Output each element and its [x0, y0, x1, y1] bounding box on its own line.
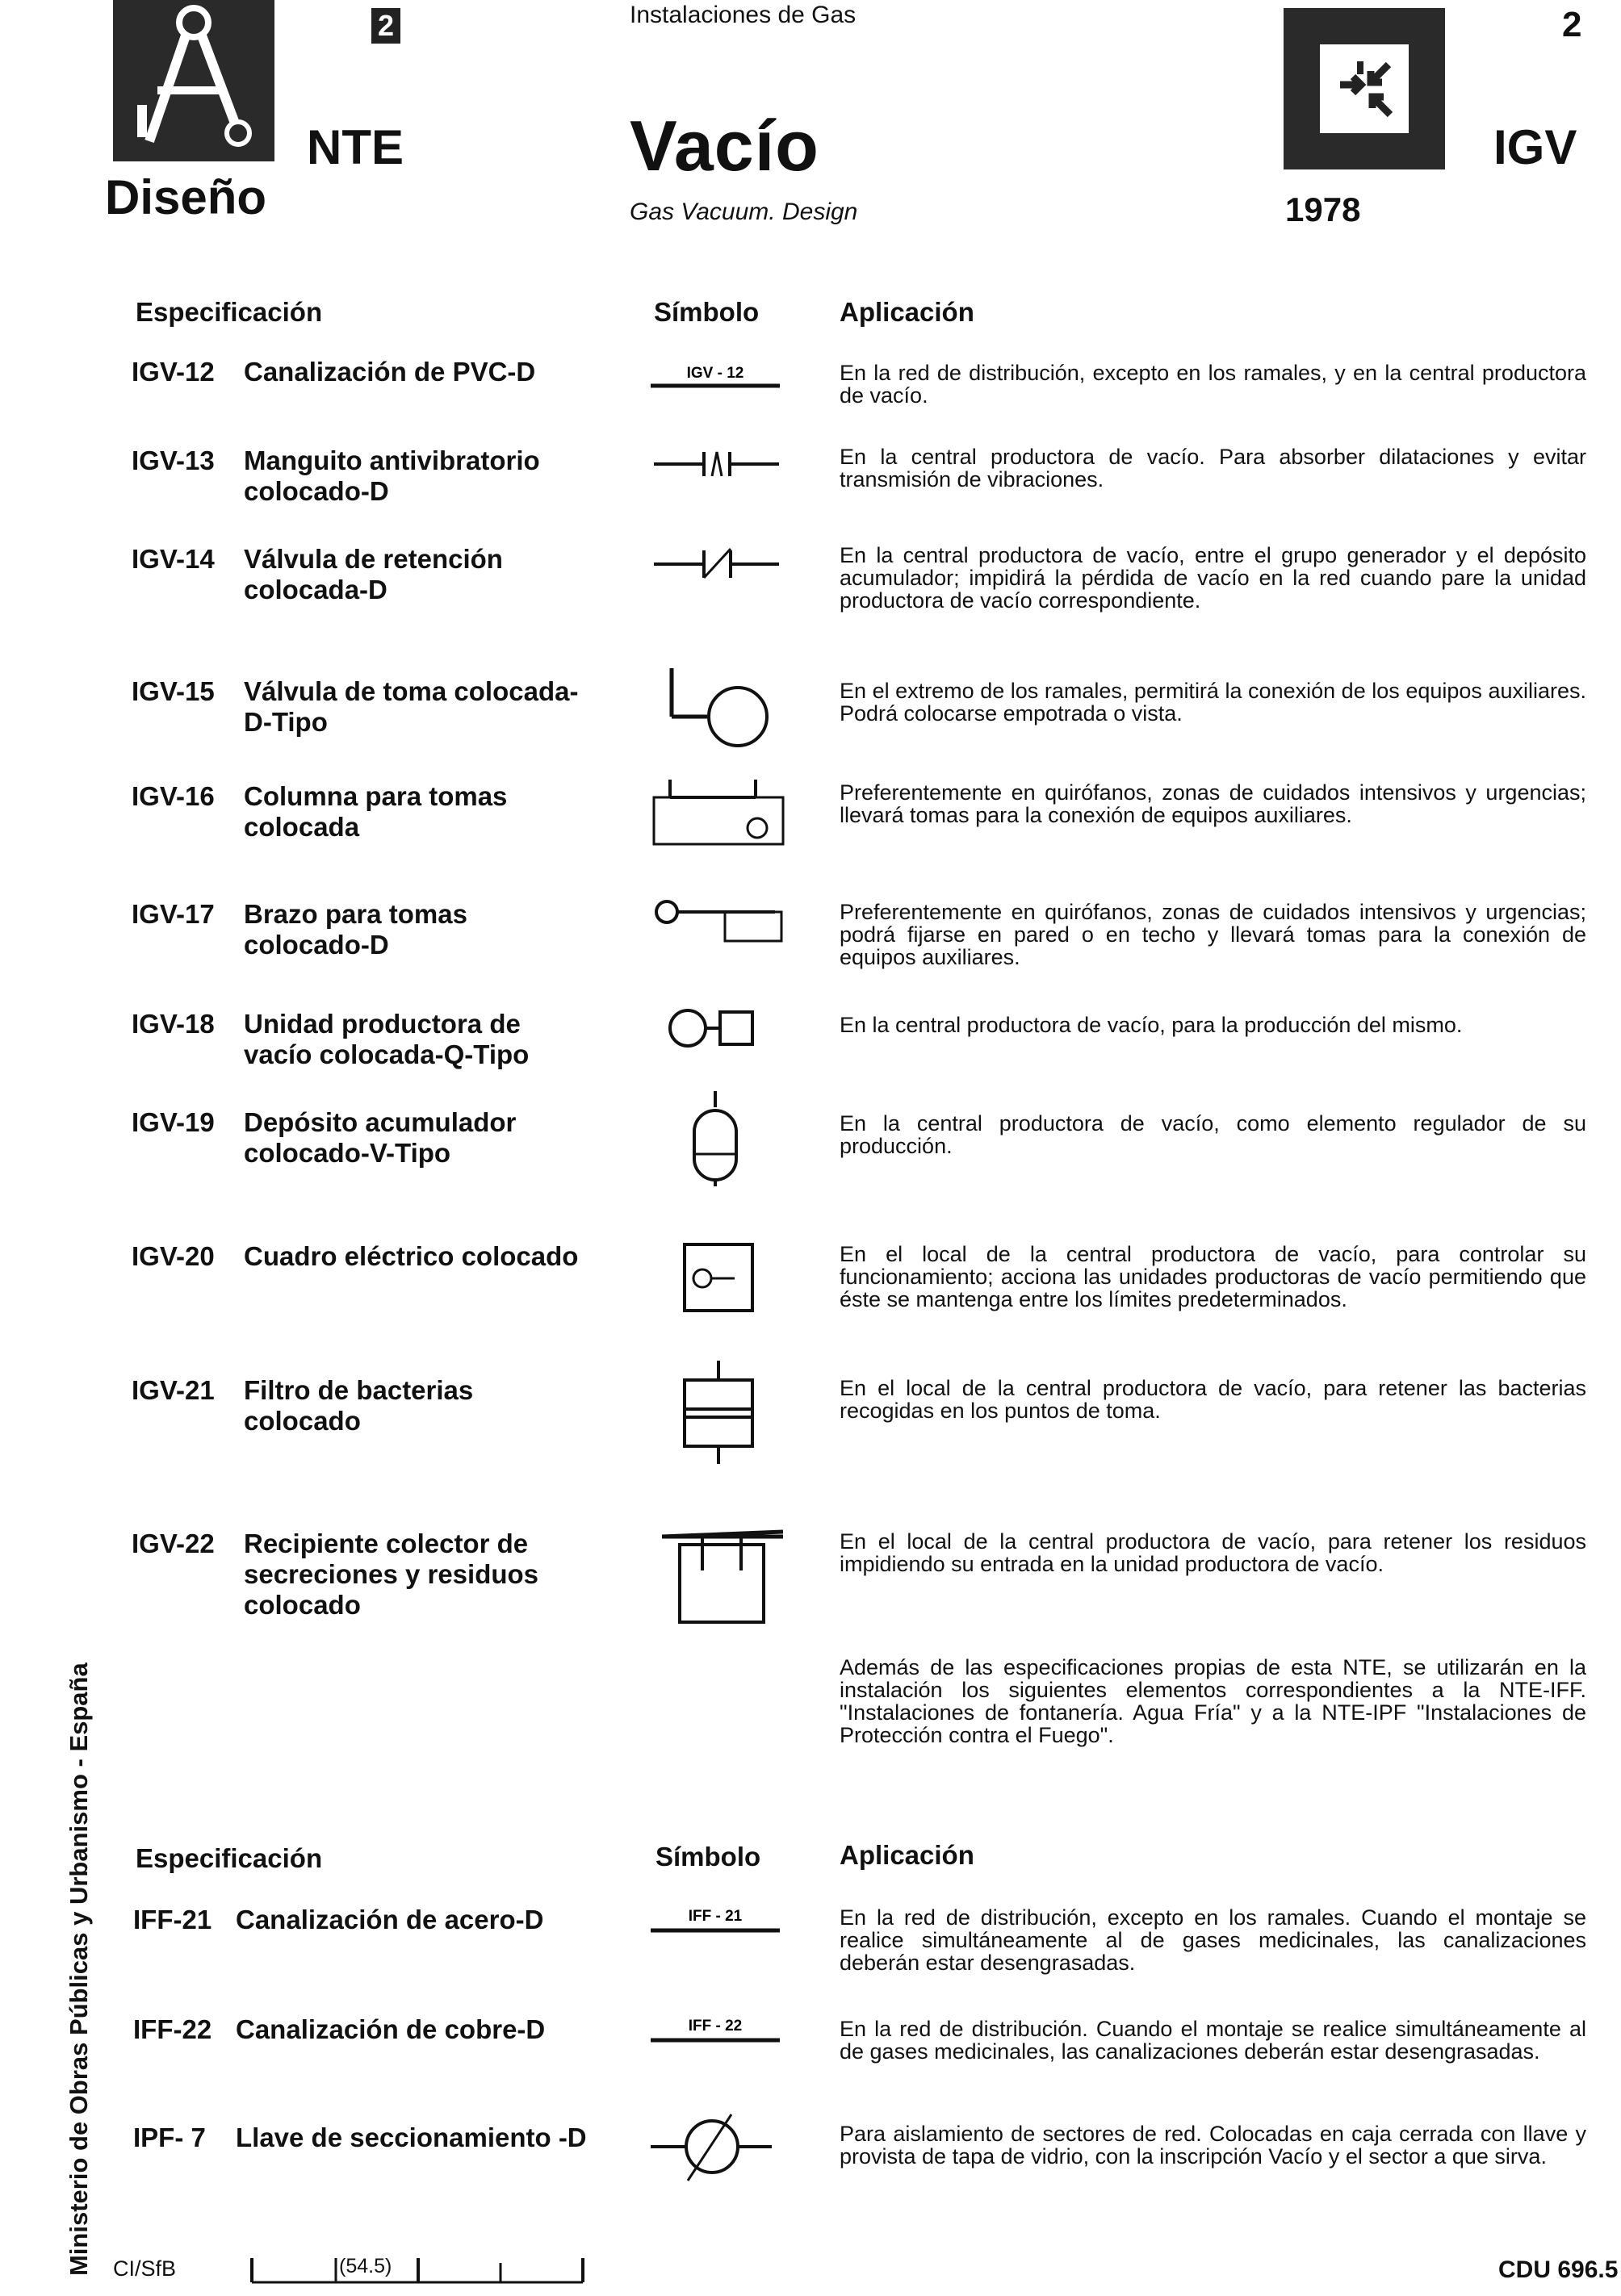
symbol-label: IFF - 21	[688, 1908, 743, 1925]
col-application-heading: Aplicación	[840, 297, 974, 327]
pipe-symbol-iff-21	[651, 1906, 780, 1938]
badge-number: 2	[377, 9, 395, 42]
ministry-vertical-label: Ministerio de Obras Públicas y Urbanismo - España	[65, 1662, 93, 2276]
spec-igv-18: Unidad productora de vacío colocada-Q-Tipo	[244, 1009, 530, 1069]
code-igv-17: IGV-17	[132, 899, 215, 929]
spec-igv-20: Cuadro eléctrico colocado	[244, 1241, 579, 1271]
app-igv-14: En la central productora de vacío, entre el grupo generador y el depósito acumulador; impidirá la pérdida de vacío en la red cuando pare la unidad productora de vacío correspondiente.	[840, 543, 1586, 613]
antivibration-sleeve-symbol	[654, 444, 783, 484]
app-iff-22: En la red de distribución. Cuando el montaje se realice simultáneamente al de gases medicinales, las canalizaciones deberán estar desengrasadas.	[840, 2017, 1586, 2064]
spec-igv-14: Válvula de retención colocada-D	[244, 544, 503, 604]
bacteria-filter-symbol	[683, 1361, 756, 1466]
page-number: 2	[1562, 5, 1582, 44]
code-igv-14: IGV-14	[132, 544, 215, 574]
cisfb-code: (54.5)	[339, 2255, 392, 2277]
code-igv-20: IGV-20	[132, 1241, 215, 1271]
app-iff-21: En la red de distribución, excepto en los ramales. Cuando el montaje se realice simultáneamente al de gases medicinales, las canalizaciones deberán estar desengrasadas.	[840, 1905, 1586, 1975]
check-valve-symbol	[654, 542, 783, 583]
section-badge	[371, 8, 400, 44]
collector-container-symbol	[662, 1532, 783, 1629]
compass-icon	[113, 0, 274, 161]
cisfb-label: CI/SfB	[113, 2256, 177, 2281]
col-symbol-heading: Símbolo	[654, 297, 760, 327]
electric-panel-symbol	[683, 1243, 756, 1315]
app-igv-18: En la central productora de vacío, para la producción del mismo.	[840, 1013, 1463, 1037]
code-ipf-7: IPF- 7	[133, 2122, 206, 2152]
code-igv-13: IGV-13	[132, 445, 215, 475]
code-igv-18: IGV-18	[132, 1009, 215, 1039]
app-igv-17: Preferentemente en quirófanos, zonas de cuidados intensivos y urgencias; podrá fijarse en pared o en techo y llevará tomas para la conexión de equipos auxiliares.	[840, 900, 1586, 969]
col-spec-heading-2: Especificación	[136, 1843, 323, 1873]
spec-iff-22: Canalización de cobre-D	[236, 2014, 546, 2044]
spec-igv-13: Manguito antivibratorio colocado-D	[244, 445, 540, 506]
page-subtitle: Gas Vacuum. Design	[630, 199, 858, 225]
col-symbol-heading-2: Símbolo	[656, 1842, 761, 1872]
code-iff-22: IFF-22	[133, 2014, 212, 2044]
code-igv-22: IGV-22	[132, 1529, 215, 1558]
col-application-heading-2: Aplicación	[840, 1840, 974, 1870]
pipe-symbol-igv-12	[651, 362, 780, 394]
spec-igv-21: Filtro de bacterias colocado	[244, 1375, 474, 1436]
cdu-label: CDU 696.5	[1498, 2256, 1619, 2283]
diseno-label: Diseño	[105, 170, 267, 224]
accumulator-tank-symbol	[683, 1091, 748, 1188]
app-igv-21: En el local de la central productora de vacío, para retener las bacterias recogidas en los puntos de toma.	[840, 1376, 1586, 1423]
page-title: Vacío	[630, 106, 819, 186]
vacuum-unit-symbol	[667, 1006, 780, 1054]
app-igv-16: Preferentemente en quirófanos, zonas de cuidados intensivos y urgencias; llevará tomas para la conexión de equipos auxiliares.	[840, 780, 1586, 827]
arrows-icon	[1284, 8, 1445, 169]
nte-label: NTE	[307, 120, 404, 174]
year-label: 1978	[1285, 190, 1361, 228]
code-igv-16: IGV-16	[132, 781, 215, 811]
spec-iff-21: Canalización de acero-D	[236, 1905, 544, 1934]
outlet-valve-symbol	[667, 668, 780, 741]
code-igv-15: IGV-15	[132, 676, 215, 706]
symbol-label: IFF - 22	[688, 2018, 743, 2035]
cisfb-grid	[250, 2252, 589, 2284]
code-igv-21: IGV-21	[132, 1375, 215, 1405]
spec-igv-19: Depósito acumulador colocado-V-Tipo	[244, 1107, 517, 1168]
outlet-column-symbol	[651, 780, 788, 852]
spec-ipf-7: Llave de seccionamiento -D	[236, 2122, 587, 2152]
app-ipf-7: Para aislamiento de sectores de red. Colocadas en caja cerrada con llave y provista de tapa de vidrio, con la inscripción Vacío y el sector a que sirva.	[840, 2122, 1586, 2168]
code-igv-12: IGV-12	[132, 357, 215, 387]
col-spec-heading: Especificación	[136, 297, 323, 327]
spec-igv-12: Canalización de PVC-D	[244, 357, 536, 387]
spec-igv-15: Válvula de toma colocada-D-Tipo	[244, 676, 579, 737]
spec-igv-16: Columna para tomas colocada	[244, 781, 508, 842]
igv-code: IGV	[1493, 120, 1577, 174]
spec-igv-17: Brazo para tomas colocado-D	[244, 899, 467, 960]
app-igv-12: En la red de distribución, excepto en los ramales, y en la central productora de vacío.	[840, 361, 1586, 408]
app-igv-22: En el local de la central productora de vacío, para retener los residuos impidiendo su entrada en la unidad productora de vacío.	[840, 1529, 1586, 1576]
spec-igv-22: Recipiente colector de secreciones y residuos colocado	[244, 1529, 539, 1620]
subject-label: Instalaciones de Gas	[630, 2, 857, 28]
outlet-arm-symbol	[654, 897, 791, 946]
igv-logo	[1284, 8, 1445, 169]
symbol-label: IGV - 12	[686, 365, 744, 382]
nte-logo	[113, 0, 274, 161]
code-igv-19: IGV-19	[132, 1107, 215, 1137]
code-iff-21: IFF-21	[133, 1905, 212, 1934]
isolation-valve-symbol	[651, 2111, 772, 2184]
app-igv-15: En el extremo de los ramales, permitirá la conexión de los equipos auxiliares. Podrá colocarse empotrada o vista.	[840, 679, 1586, 726]
app-igv-19: En la central productora de vacío, como elemento regulador de su producción.	[840, 1111, 1586, 1158]
app-igv-13: En la central productora de vacío. Para absorber dilataciones y evitar transmisión de vibraciones.	[840, 445, 1586, 491]
app-igv-20: En el local de la central productora de vacío, para controlar su funcionamiento; acciona las unidades productoras de vacío permitiendo que éste se mantenga entre los límites predeterminados.	[840, 1242, 1586, 1311]
pipe-symbol-iff-22	[651, 2016, 780, 2048]
note-paragraph: Además de las especificaciones propias de esta NTE, se utilizarán en la instalación los siguientes elementos correspondientes a la NTE-IFF. "Instalaciones de fontanería. Agua Fría" y a la NTE-IPF "Instalaciones de Protección contra el Fuego".	[840, 1655, 1586, 1747]
